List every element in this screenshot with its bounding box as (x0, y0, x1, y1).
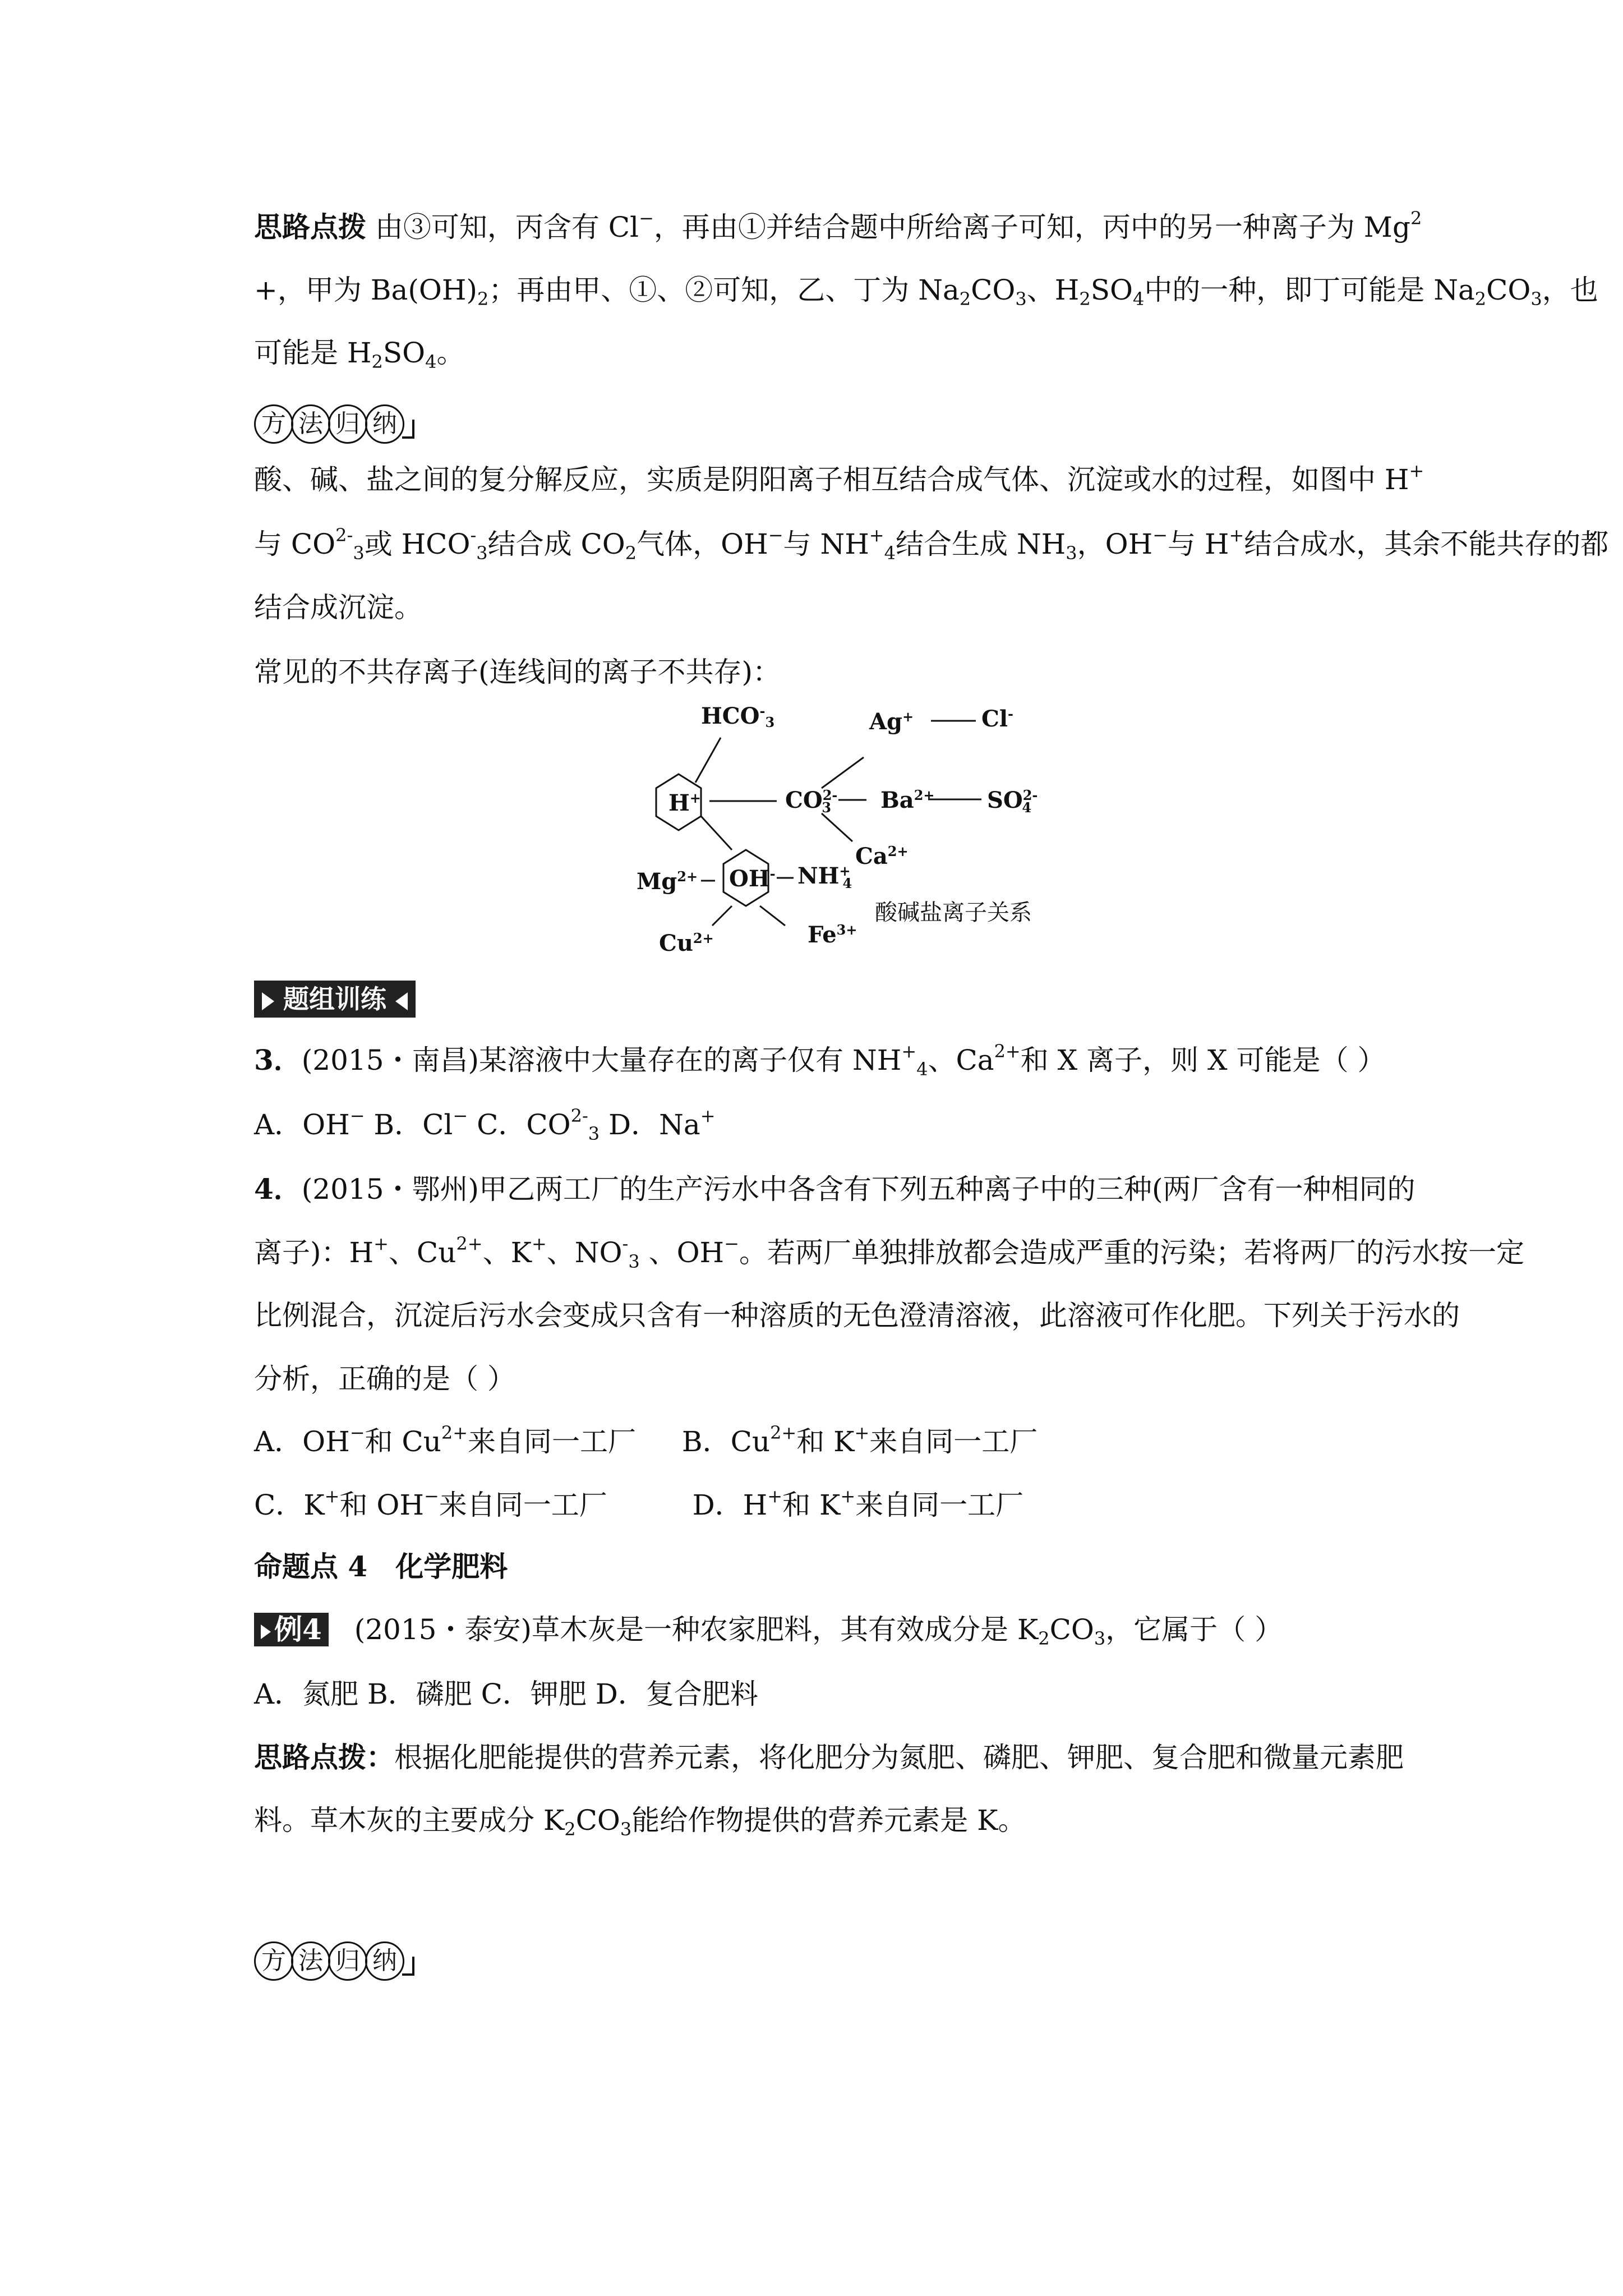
method-heading-2: 方 法 归 纳 (254, 1940, 414, 1981)
ion-nh4: NH+ 4 (797, 863, 852, 891)
hint2-line-1: 思路点拨：根据化肥能提供的营养元素，将化肥分为氮肥、磷肥、钾肥、复合肥和微量元素肥 (254, 1741, 1404, 1774)
method-text-line-3: 结合成沉淀。 (254, 591, 422, 624)
method-heading-1: 方 法 归 纳 (254, 403, 414, 444)
ion-oh: OH- (729, 866, 776, 892)
diagram-caption: 酸碱盐离子关系 (875, 900, 1032, 926)
question-4-line-2: 离子)：H+、$Cu^{2+}$、K+、$NO^-_3$ 、OH−。若两厂单独排放都会造成严重的污染；若将两厂的污水按一定 (254, 1233, 1524, 1272)
question-3: 3．(2015・南昌)某溶液中大量存在的离子仅有 $NH^+_4$、$Ca^{2+}$和 X 离子，则 X 可能是（ ） (254, 1041, 1386, 1080)
ion-ba: $Ba^{2+}$ (880, 787, 935, 813)
ion-co3: $CO^{2-}3$ (785, 787, 838, 816)
example-tag: 例4 (254, 1613, 329, 1646)
ion-mg: $Mg^{2+}$ (637, 868, 698, 895)
ion-cu: $Cu^{2+}$ (659, 930, 714, 956)
hint-label: 思路点拨 (254, 210, 366, 243)
hint2-line-2: 料。草木灰的主要成分 $K_2CO_3$能给作物提供的营养元素是 K。 (254, 1804, 1026, 1840)
ion-ag: Ag+ (869, 708, 914, 735)
ion-ca: $Ca^{2+}$ (855, 843, 909, 869)
ion-h: H+ (668, 790, 701, 816)
ion-relation-diagram (617, 690, 1077, 982)
example-4-options: A．氮肥 B．磷肥 C．钾肥 D．复合肥料 (254, 1678, 758, 1710)
ion-so4: $SO^{2-}4$ (987, 787, 1038, 816)
example-4: 例4 (2015・泰安)草木灰是一种农家肥料，其有效成分是 $K_2CO_3$，它属于（ ） (254, 1610, 1283, 1649)
question-3-options: A．OH− B．Cl− C．$CO^{2-}_3$ D．Na+ (254, 1105, 716, 1144)
section-heading: 命题点 4 化学肥料 (254, 1550, 508, 1583)
question-4-line-3: 比例混合，沉淀后污水会变成只含有一种溶质的无色澄清溶液，此溶液可作化肥。下列关于污水的 (254, 1299, 1460, 1332)
method-text-line-4: 常见的不共存离子(连线间的离子不共存)： (254, 656, 781, 688)
question-4-options-ab: A．OH−和 $Cu^{2+}$来自同一工厂 B．$Cu^{2+}$和 K+来自同一工厂 (254, 1422, 1038, 1458)
practice-banner: 题组训练 (254, 981, 416, 1018)
ion-cl: Cl- (981, 706, 1013, 732)
hint-line-1: 思路点拨 由③可知，丙含有 Cl−，再由①并结合题中所给离子可知，丙中的另一种离子为 Mg$^2$ (254, 208, 1422, 243)
hint-line-3: 可能是 $H_2SO_4$。 (254, 337, 465, 372)
method-text-line-1: 酸、碱、盐之间的复分解反应，实质是阴阳离子相互结合成气体、沉淀或水的过程，如图中 H+ (254, 460, 1424, 496)
ion-hco3: $HCO^-_3$ (701, 703, 775, 730)
hint-line-2: +，甲为 $Ba(OH)_2$；再由甲、①、②可知，乙、丁为 $Na_2CO_3$、$H_2SO_4$中的一种，即丁可能是 $Na_2CO_3$，也 (254, 274, 1598, 310)
question-4-line-1: 4．(2015・鄂州)甲乙两工厂的生产污水中各含有下列五种离子中的三种(两厂含有一种相同的 (254, 1172, 1415, 1205)
method-text-line-2: 与 $CO^{2-}_3$或 $HCO^-_3$结合成 $CO_2$气体，OH−与 $NH^+_4$结合生成 $NH_3$，OH−与 H+结合成水，其余不能共存的都 (254, 524, 1609, 564)
question-4-line-4: 分析，正确的是（ ） (254, 1363, 515, 1395)
question-4-options-cd: C．K+和 OH−来自同一工厂 D．H+和 K+来自同一工厂 (254, 1485, 1024, 1521)
ion-fe: $Fe^{3+}$ (808, 922, 857, 948)
